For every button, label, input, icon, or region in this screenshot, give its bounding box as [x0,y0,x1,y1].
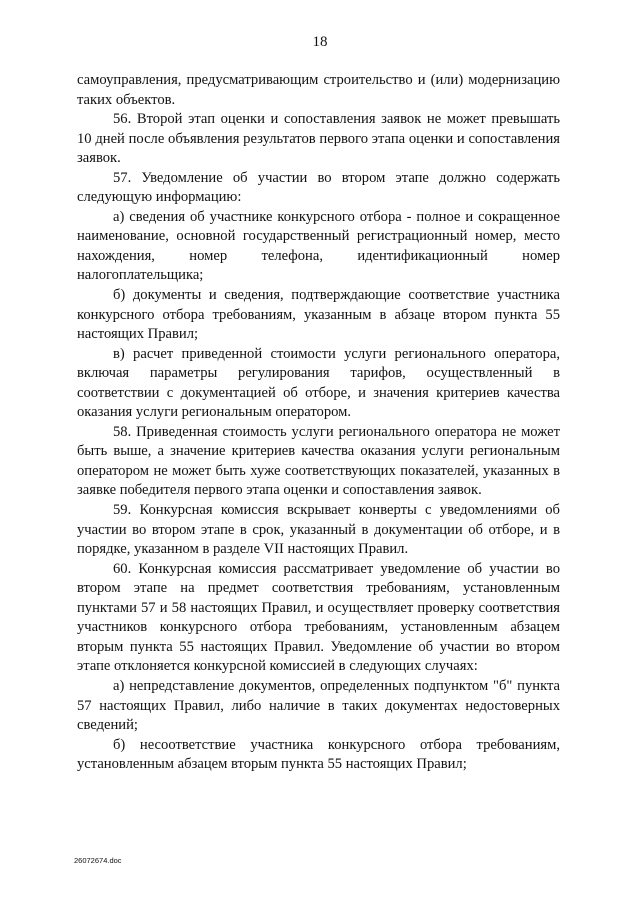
paragraph-57-v: в) расчет приведенной стоимости услуги регионального оператора, включая параметры регулирования тарифов, осуществленный в соответствии с документацией об отборе, и значения критериев качества оказания услуги региональным оператором. [77,345,560,421]
paragraph-60-a: а) непредставление документов, определенных подпунктом "б" пункта 57 настоящих Правил, либо наличие в таких документах недостоверных сведений; [77,677,560,734]
document-body [77,71,560,775]
paragraph-57: 57. Уведомление об участии во втором этапе должно содержать следующую информацию: [77,169,560,206]
paragraph-60-b: б) несоответствие участника конкурсного отбора требованиям, установленным абзацем вторым пункта 55 настоящих Правил; [77,736,560,773]
document-filename: 26072674.doc [74,856,122,865]
paragraph-60: 60. Конкурсная комиссия рассматривает уведомление об участии во втором этапе на предмет соответствия требованиям, установленным пунктами 57 и 58 настоящих Правил, и осуществляет проверку соответствия участников конкурсного отбора требованиям, установленным абзацем вторым пункта 55 настоящих Правил. Уведомление об участии во втором этапе отклоняется конкурсной комиссией в следующих случаях: [77,560,560,675]
paragraph-57-b: б) документы и сведения, подтверждающие соответствие участника конкурсного отбора требованиям, указанным в абзаце втором пункта 55 настоящих Правил; [77,287,560,343]
paragraph-59: 59. Конкурсная комиссия вскрывает конверты с уведомлениями об участии во втором этапе в срок, указанный в документации об отборе, и в порядке, указанном в разделе VII настоящих Правил. [77,502,560,558]
paragraph-57-a: а) сведения об участнике конкурсного отбора - полное и сокращенное наименование, основной государственный регистрационный номер, место нахождения, номер телефона, идентификационный номер налогоплательщика; [77,208,560,284]
page-number: 18 [312,34,328,50]
paragraph-58: 58. Приведенная стоимость услуги регионального оператора не может быть выше, а значение критериев качества оказания услуги региональным оператором не может быть хуже соответствующих показателей, указанных в заявке победителя первого этапа оценки и сопоставления заявок. [77,423,560,499]
paragraph-continuation: самоуправления, предусматривающим строительство и (или) модернизацию таких объектов. [77,72,560,108]
paragraph-56: 56. Второй этап оценки и сопоставления заявок не может превышать 10 дней после объявления результатов первого этапа оценки и сопоставления заявок. [77,111,560,167]
